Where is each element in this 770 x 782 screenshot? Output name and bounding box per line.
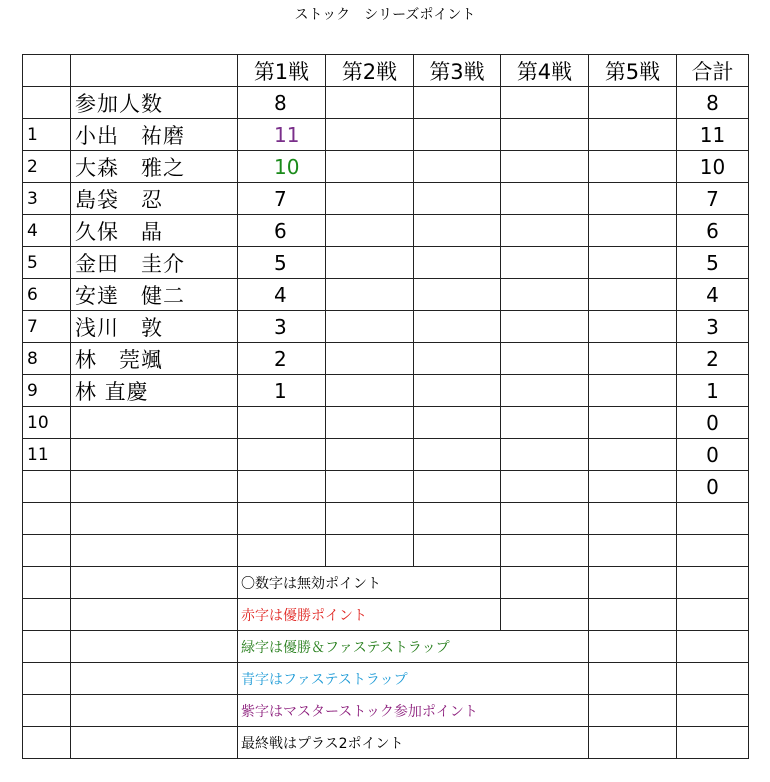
legend-blue-note: 青字はファステストラップ — [238, 663, 501, 695]
driver-name: 大森 雅之 — [71, 151, 238, 183]
total-points: 10 — [677, 151, 749, 183]
standings-table — [22, 54, 749, 759]
legend-purple-note: 紫字はマスターストック参加ポイント — [238, 695, 501, 727]
driver-name — [71, 439, 238, 471]
driver-name: 浅川 敦 — [71, 311, 238, 343]
legend-green-note: 緑字は優勝＆ファステストラップ — [238, 631, 501, 663]
total-points: 11 — [677, 119, 749, 151]
legend-row — [23, 663, 749, 695]
driver-name: 安達 健二 — [71, 279, 238, 311]
header-round-1: 第1戦 — [238, 55, 326, 87]
round-1-points — [238, 471, 326, 503]
rank-number: 3 — [23, 183, 71, 215]
header-round-2: 第2戦 — [326, 55, 414, 87]
table-row — [23, 247, 749, 279]
table-row — [23, 407, 749, 439]
participants-no-cell — [23, 87, 71, 119]
header-no-cell — [23, 55, 71, 87]
rank-number: 11 — [23, 439, 71, 471]
table-row — [23, 279, 749, 311]
legend-red-note: 赤字は優勝ポイント — [238, 599, 414, 631]
header-round-4: 第4戦 — [501, 55, 589, 87]
header-name-cell — [71, 55, 238, 87]
round-1-points: 10 — [238, 151, 326, 183]
table-row — [23, 375, 749, 407]
driver-name: 金田 圭介 — [71, 247, 238, 279]
table-row — [23, 439, 749, 471]
rank-number: 8 — [23, 343, 71, 375]
legend-row — [23, 727, 749, 759]
table-row — [23, 343, 749, 375]
round-1-points: 4 — [238, 279, 326, 311]
driver-name: 久保 晶 — [71, 215, 238, 247]
round-1-points: 5 — [238, 247, 326, 279]
total-points: 0 — [677, 407, 749, 439]
participants-round-2 — [326, 87, 414, 119]
participants-label: 参加人数 — [71, 87, 238, 119]
header-round-3: 第3戦 — [414, 55, 501, 87]
round-1-points — [238, 439, 326, 471]
total-points: 3 — [677, 311, 749, 343]
empty-row — [23, 535, 749, 567]
total-points: 5 — [677, 247, 749, 279]
rank-number: 9 — [23, 375, 71, 407]
round-1-points: 2 — [238, 343, 326, 375]
participants-round-4 — [501, 87, 589, 119]
driver-name: 林 直慶 — [71, 375, 238, 407]
header-round-5: 第5戦 — [589, 55, 677, 87]
legend-row — [23, 695, 749, 727]
table-row — [23, 151, 749, 183]
participants-row — [23, 87, 749, 119]
participants-round-3 — [414, 87, 501, 119]
legend-row — [23, 567, 749, 599]
page-title: ストック シリーズポイント — [294, 7, 476, 23]
rank-number: 4 — [23, 215, 71, 247]
table-row — [23, 311, 749, 343]
round-1-points: 1 — [238, 375, 326, 407]
rank-number: 1 — [23, 119, 71, 151]
driver-name — [71, 471, 238, 503]
driver-name — [71, 407, 238, 439]
total-points: 0 — [677, 439, 749, 471]
legend-circle-note: 〇数字は無効ポイント — [238, 567, 414, 599]
participants-round-5 — [589, 87, 677, 119]
legend-final-note: 最終戦はプラス2ポイント — [238, 727, 501, 759]
total-points: 1 — [677, 375, 749, 407]
total-points: 4 — [677, 279, 749, 311]
table-row — [23, 119, 749, 151]
total-points: 2 — [677, 343, 749, 375]
header-total: 合計 — [677, 55, 749, 87]
participants-total: 8 — [677, 87, 749, 119]
empty-row — [23, 503, 749, 535]
driver-name: 島袋 忍 — [71, 183, 238, 215]
round-1-points: 6 — [238, 215, 326, 247]
table-row — [23, 215, 749, 247]
rank-number: 5 — [23, 247, 71, 279]
rank-number: 6 — [23, 279, 71, 311]
total-points: 6 — [677, 215, 749, 247]
round-1-points: 3 — [238, 311, 326, 343]
round-1-points — [238, 407, 326, 439]
rank-number: 10 — [23, 407, 71, 439]
table-row — [23, 183, 749, 215]
driver-name: 林 莞颯 — [71, 343, 238, 375]
total-points: 7 — [677, 183, 749, 215]
rank-number: 2 — [23, 151, 71, 183]
table-row — [23, 471, 749, 503]
header-row — [23, 55, 749, 87]
round-1-points: 7 — [238, 183, 326, 215]
participants-round-1: 8 — [238, 87, 326, 119]
rank-number: 7 — [23, 311, 71, 343]
legend-row — [23, 599, 749, 631]
legend-row — [23, 631, 749, 663]
rank-number — [23, 471, 71, 503]
round-1-points: 11 — [238, 119, 326, 151]
total-points: 0 — [677, 471, 749, 503]
driver-name: 小出 祐磨 — [71, 119, 238, 151]
